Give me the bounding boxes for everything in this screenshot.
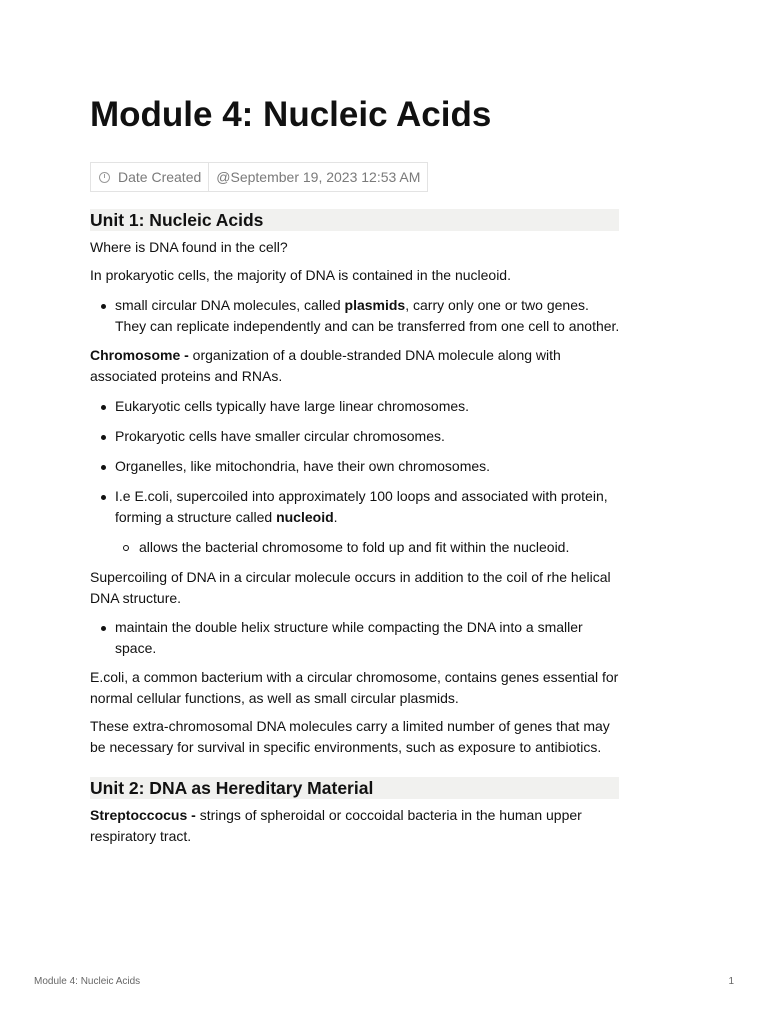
bullet-list (90, 396, 620, 528)
term: Streptoccocus - (90, 807, 196, 823)
paragraph: Chromosome - organization of a double-stranded DNA molecule along with associated proteins and RNAs. (90, 347, 561, 384)
sub-bullet-list (90, 537, 620, 558)
list-item: I.e E.coli, supercoiled into approximately 100 loops and associated with protein, forming a structure called nucleoid. (90, 486, 620, 528)
list-item: small circular DNA molecules, called plasmids, carry only one or two genes. They can replicate independently and can be transferred from one cell to another. (90, 295, 620, 337)
list-item: Eukaryotic cells typically have large linear chromosomes. (90, 396, 620, 417)
section-heading-unit2: Unit 2: DNA as Hereditary Material (90, 777, 619, 799)
page-content (90, 209, 620, 847)
list-item: Prokaryotic cells have smaller circular chromosomes. (90, 426, 620, 447)
clock-icon (99, 172, 110, 183)
paragraph: Supercoiling of DNA in a circular molecule occurs in addition to the coil of rhe helical DNA structure. (90, 569, 611, 606)
page-title: Module 4: Nucleic Acids (90, 95, 492, 134)
properties-table (90, 162, 428, 192)
list-item: allows the bacterial chromosome to fold up and fit within the nucleoid. (90, 537, 620, 558)
footer-title: Module 4: Nucleic Acids (34, 976, 141, 987)
paragraph: In prokaryotic cells, the majority of DNA is contained in the nucleoid. (90, 267, 511, 283)
page-number: 1 (728, 976, 734, 987)
list-item: maintain the double helix structure while compacting the DNA into a smaller space. (90, 617, 620, 659)
property-value: @September 19, 2023 12:53 AM (216, 169, 421, 185)
term: Chromosome - (90, 347, 189, 363)
list-item: Organelles, like mitochondria, have their own chromosomes. (90, 456, 620, 477)
bullet-list (90, 617, 620, 659)
paragraph: Streptoccocus - strings of spheroidal or coccoidal bacteria in the human upper respiratory tract. (90, 807, 582, 844)
paragraph: E.coli, a common bacterium with a circular chromosome, contains genes essential for normal cellular functions, as well as small circular plasmids. (90, 669, 619, 706)
property-label (91, 163, 209, 191)
section-heading-unit1: Unit 1: Nucleic Acids (90, 209, 619, 231)
property-label-text: Date Created (118, 169, 202, 185)
paragraph: Where is DNA found in the cell? (90, 239, 288, 255)
bullet-list (90, 295, 620, 337)
paragraph: These extra-chromosomal DNA molecules carry a limited number of genes that may be necessary for survival in specific environments, such as exposure to antibiotics. (90, 718, 610, 755)
